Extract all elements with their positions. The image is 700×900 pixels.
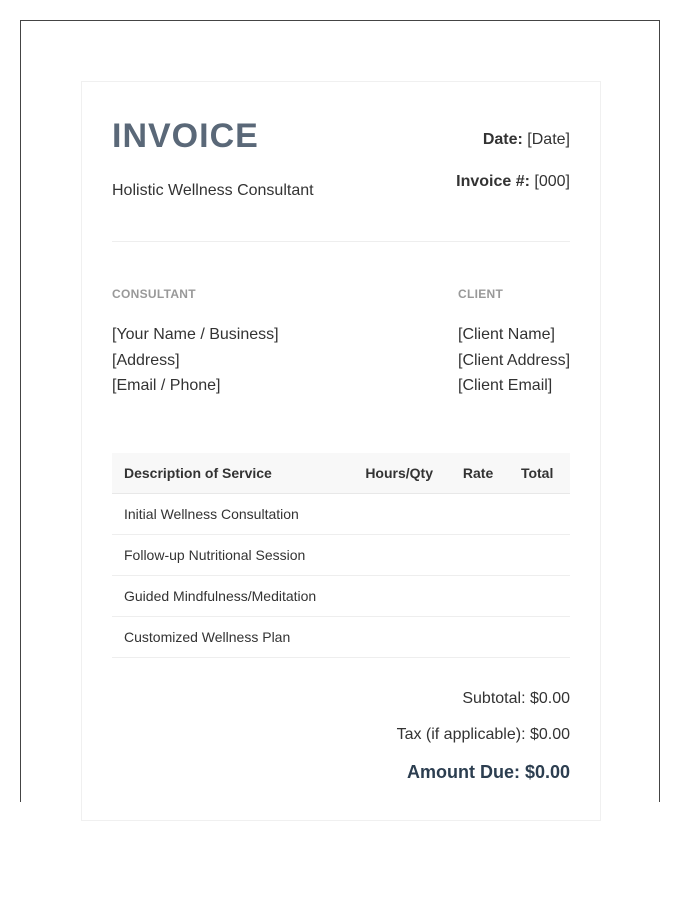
service-hours	[346, 576, 451, 617]
service-description: Guided Mindfulness/Meditation	[112, 576, 346, 617]
service-description: Follow-up Nutritional Session	[112, 535, 346, 576]
table-row	[112, 494, 570, 535]
table-row	[112, 535, 570, 576]
consultant-address: [Address]	[112, 351, 180, 369]
subtotal: Subtotal: $0.00	[462, 690, 570, 707]
date-label: Date:	[482, 131, 523, 148]
client-details	[458, 322, 570, 399]
invoice-title: INVOICE	[112, 117, 259, 155]
consultant-details	[112, 322, 279, 399]
header-description: Description of Service	[112, 453, 346, 494]
service-description: Customized Wellness Plan	[112, 617, 346, 658]
tax: Tax (if applicable): $0.00	[396, 726, 570, 743]
header-divider	[112, 241, 570, 242]
invoice-subtitle: Holistic Wellness Consultant	[112, 182, 314, 199]
table-row	[112, 617, 570, 658]
service-total	[504, 576, 570, 617]
invoice-number-value: [000]	[529, 173, 570, 190]
client-name: [Client Name]	[458, 326, 555, 343]
client-label: CLIENT	[458, 287, 504, 301]
service-hours	[346, 535, 451, 576]
service-total	[504, 617, 570, 658]
consultant-contact: [Email / Phone]	[112, 377, 221, 394]
service-rate	[452, 617, 504, 658]
service-rate	[452, 576, 504, 617]
invoice-date	[483, 131, 570, 149]
consultant-label: CONSULTANT	[112, 287, 196, 301]
header-rate: Rate	[452, 453, 504, 494]
service-rate	[452, 494, 504, 535]
table-row	[112, 576, 570, 617]
consultant-name: [Your Name / Business]	[112, 326, 279, 343]
date-value: [Date]	[522, 131, 570, 148]
invoice-number-label: Invoice #:	[456, 173, 530, 190]
header-total: Total	[504, 453, 570, 494]
table-header-row	[112, 453, 570, 494]
services-table	[112, 453, 570, 658]
header-hours-qty: Hours/Qty	[346, 453, 451, 494]
service-hours	[346, 494, 451, 535]
service-total	[504, 494, 570, 535]
client-email: [Client Email]	[458, 377, 553, 394]
service-description: Initial Wellness Consultation	[112, 494, 346, 535]
service-hours	[346, 617, 451, 658]
service-total	[504, 535, 570, 576]
invoice-number	[456, 173, 570, 191]
service-rate	[452, 535, 504, 576]
client-address: [Client Address]	[458, 351, 571, 369]
amount-due: Amount Due: $0.00	[406, 762, 570, 782]
